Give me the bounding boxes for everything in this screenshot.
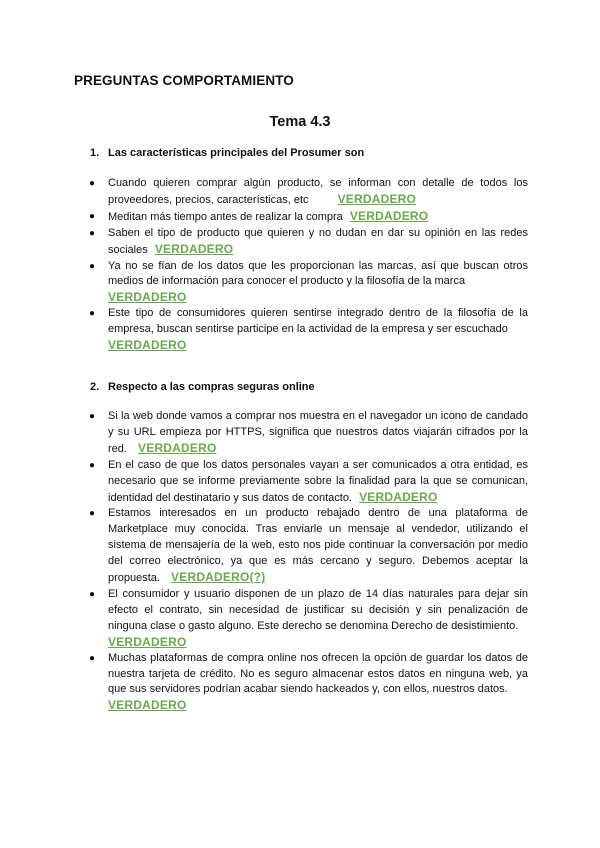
list-item <box>88 587 528 651</box>
verdict-label: VERDADERO <box>108 290 187 305</box>
bullet-icon: ● <box>89 210 96 222</box>
verdict-label: VERDADERO <box>359 489 438 504</box>
question-1-answers <box>88 176 528 354</box>
question-2-heading <box>90 381 530 393</box>
list-item <box>88 409 528 458</box>
verdict-label: VERDADERO <box>138 440 217 455</box>
list-item <box>88 209 528 226</box>
verdict-label: VERDADERO <box>337 191 417 206</box>
bullet-icon: ● <box>89 260 96 272</box>
list-item <box>88 176 528 209</box>
bullet-icon: ● <box>89 588 96 600</box>
question-1-heading <box>90 147 530 159</box>
verdict-label: VERDADERO <box>108 698 187 713</box>
verdict-label: VERDADERO(?) <box>171 570 266 585</box>
question-text: Las características principales del Prosumer son <box>108 147 365 159</box>
bullet-icon: ● <box>89 308 96 320</box>
bullet-icon: ● <box>89 652 96 664</box>
verdict-label: VERDADERO <box>108 634 187 649</box>
verdict-label: VERDADERO <box>154 241 234 256</box>
bullet-icon: ● <box>89 227 96 239</box>
answer-text: Este tipo de consumidores quieren sentirse integrado dentro de la filosofía de la empresa, buscan sentirse participe en la actividad de la empresa y ser escuchado <box>108 307 528 336</box>
answer-text: Estamos interesados en un producto rebajado dentro de una plataforma de Marketplace muy conocida. Tras enviarle un mensaje al vendedor, utilizando el sistema de mensajería de la web, esto nos pide continuar la conversación por medio del correo electrónico, ya que es más cercano y seguro. Debemos aceptar la propuesta. <box>108 507 528 585</box>
answer-text: Meditan más tiempo antes de realizar la compra <box>108 210 343 223</box>
bullet-icon: ● <box>89 459 96 471</box>
verdict-label: VERDADERO <box>349 208 429 223</box>
question-2-answers <box>88 409 528 714</box>
list-item <box>88 458 528 507</box>
verdict-label: VERDADERO <box>108 338 187 353</box>
question-text: Respecto a las compras seguras online <box>108 381 315 393</box>
list-item <box>88 306 528 354</box>
answer-text: Si la web donde vamos a comprar nos muestra en el navegador un icono de candado y su URL empieza por HTTPS, significa que nuestros datos viajarán cifrados por la red. <box>108 410 528 455</box>
bullet-icon: ● <box>89 411 96 422</box>
answer-text: Muchas plataformas de compra online nos ofrecen la opción de guardar los datos de nuestra tarjeta de crédito. No es seguro almacenar estos datos en ninguna web, ya que sus servidores podrían acabar siendo hackeados y, con ellos, nuestros datos. <box>108 651 528 696</box>
bullet-icon: ● <box>89 508 96 520</box>
answer-text: Cuando quieren comprar algún producto, se informan con detalle de todos los proveedores, precios, características, etc <box>108 177 528 206</box>
list-item <box>88 651 528 715</box>
question-number: 2. <box>90 381 100 393</box>
answer-text: Ya no se fían de los datos que les proporcionan las marcas, así que buscan otros medios de información para conocer el producto y la filosofía de la marca <box>108 259 528 288</box>
answer-text: El consumidor y usuario disponen de un plazo de 14 días naturales para dejar sin efecto el contrato, sin necesidad de justificar su decisión y sin penalización de ninguna clase o gasto alguno. Este derecho se denomina Derecho de desistimiento. <box>108 587 528 632</box>
topic-heading: Tema 4.3 <box>269 114 331 130</box>
document-title: PREGUNTAS COMPORTAMIENTO <box>74 73 294 88</box>
list-item <box>88 226 528 259</box>
bullet-icon: ● <box>89 178 96 189</box>
list-item <box>88 506 528 587</box>
list-item <box>88 259 528 307</box>
answer-text: Saben el tipo de producto que quieren y no dudan en dar su opinión en las redes sociales <box>108 226 528 256</box>
answer-text: En el caso de que los datos personales vayan a ser comunicados a otra entidad, es necesario que se informe previamente sobre la finalidad para la que se comunican, identidad del destinatario y sus datos de contacto. <box>108 458 528 504</box>
question-number: 1. <box>90 147 100 159</box>
